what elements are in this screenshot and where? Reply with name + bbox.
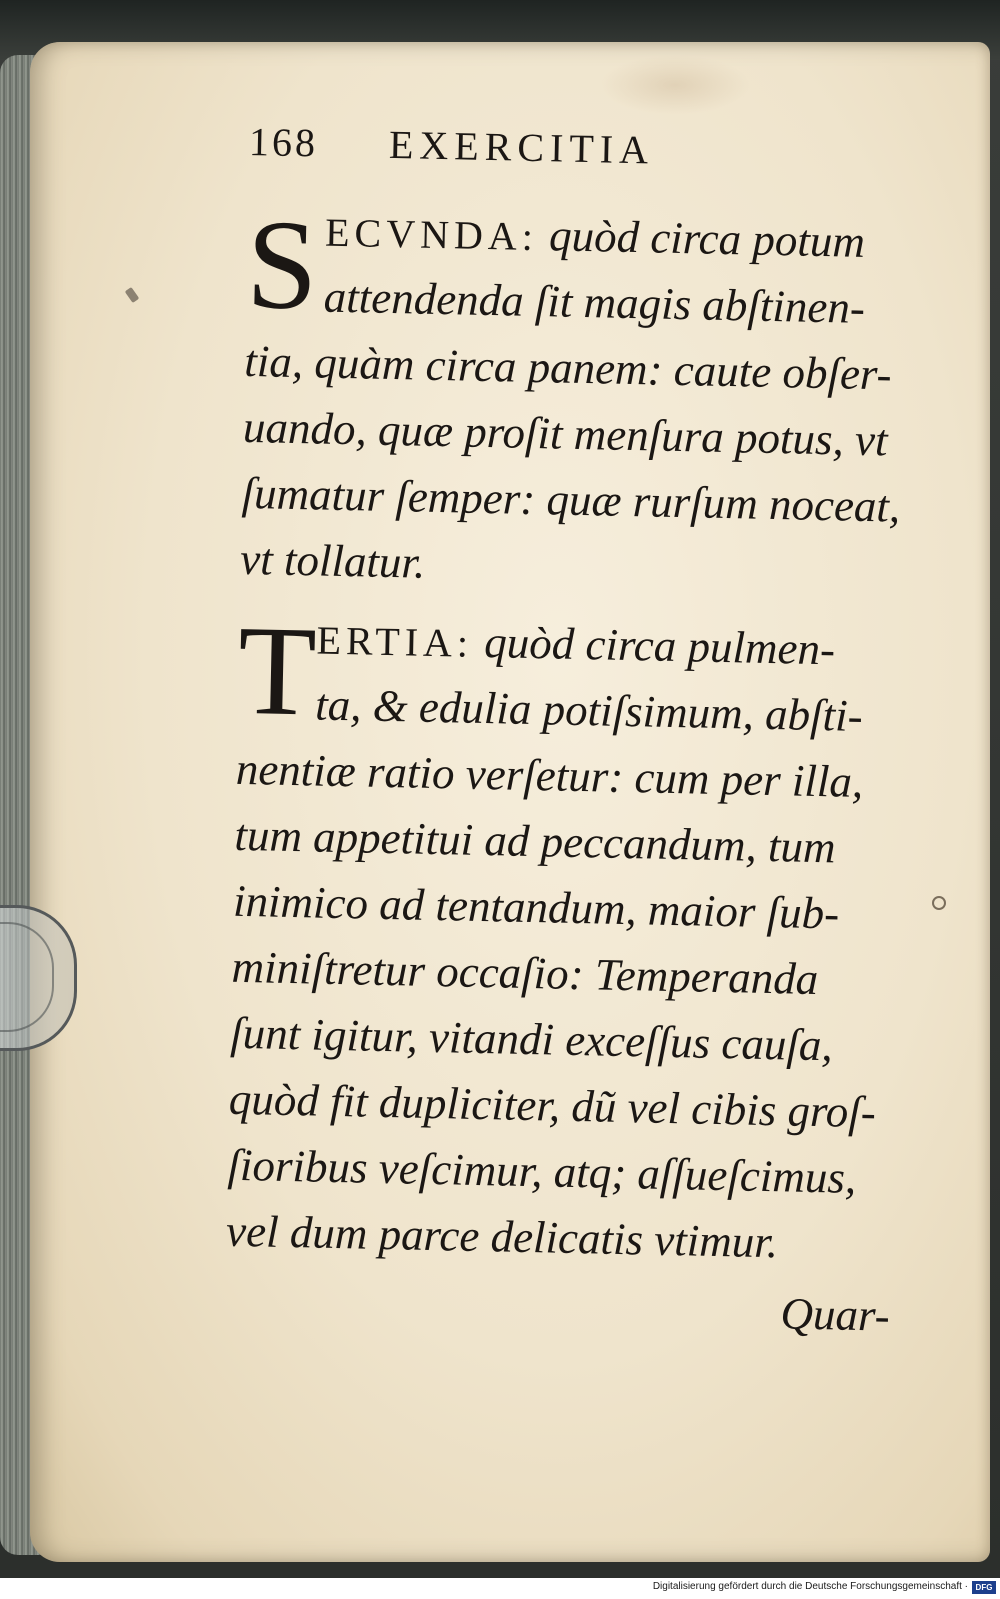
text-line: ſioribus veſcimur, atq; aſſueſcimus, xyxy=(227,1139,857,1203)
text-line: nentiæ ratio verſetur: cum per illa, xyxy=(235,743,864,807)
drop-cap: T xyxy=(236,598,318,743)
paragraph-secunda xyxy=(239,192,938,606)
text-line: miniſtretur occaſio: Temperanda xyxy=(231,941,819,1005)
line-text: quòd circa potum xyxy=(537,210,866,267)
text-line: ſunt igitur, vitandi exceſſus cauſa, xyxy=(229,1007,834,1071)
running-title: EXERCITIA xyxy=(388,121,655,173)
text-line: ſumatur ſemper: quæ rurſum noceat, xyxy=(241,467,901,532)
text-line: tia, quàm circa panem: caute obſer- xyxy=(243,335,893,400)
text-line: vel dum parce delicatis vtimur. xyxy=(225,1205,779,1268)
text-line: inimico ad tentandum, maior ſub- xyxy=(232,875,840,939)
text-line: vt tollatur. xyxy=(239,533,426,588)
margin-mark xyxy=(932,896,946,910)
text-line: ta, & edulia potiſsimum, abſti- xyxy=(314,679,864,741)
text-line: tum appetitui ad peccandum, tum xyxy=(233,809,837,873)
digitization-footer xyxy=(0,1578,1000,1599)
page-number: 168 xyxy=(248,118,319,166)
catchword: Quar- xyxy=(780,1288,891,1341)
footer-credit: Digitalisierung gefördert durch die Deutsche Forschungsgemeinschaft · xyxy=(652,1581,968,1592)
text-line: quòd fit dupliciter, dũ vel cibis groſ- xyxy=(228,1073,877,1138)
small-caps-word: ERTIA: xyxy=(316,617,474,666)
text-line: uando, quæ proſit menſura potus, vt xyxy=(242,401,889,466)
dfg-logo: DFG xyxy=(972,1581,996,1594)
drop-cap: S xyxy=(244,192,320,337)
line-text: quòd circa pulmen- xyxy=(472,616,836,675)
small-caps-word: ECVNDA: xyxy=(324,209,539,260)
paper-stain xyxy=(600,55,750,115)
paragraph-tertia xyxy=(225,598,930,1278)
text-line: attendenda ſit magis abſtinen- xyxy=(323,271,866,333)
